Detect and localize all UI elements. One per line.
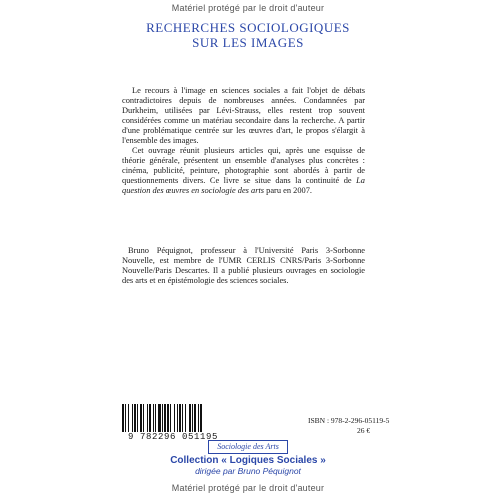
cited-book-title: La question des œuvres en sociologie des arts — [122, 176, 365, 195]
barcode-bar — [134, 404, 136, 432]
barcode-bar — [149, 404, 151, 432]
price: 26 € — [357, 426, 371, 435]
barcode-bar — [198, 404, 199, 432]
barcode-bar — [132, 404, 133, 432]
barcode-bar — [182, 404, 183, 432]
isbn: ISBN : 978-2-296-05119-5 — [308, 416, 390, 425]
copyright-stamp-top: Matériel protégé par le droit d'auteur — [171, 3, 325, 13]
title-line-2: SUR LES IMAGES — [192, 35, 304, 50]
barcode-bar — [147, 404, 148, 432]
barcode-bar — [194, 404, 196, 432]
barcode-bar — [170, 404, 171, 432]
barcode-bar — [179, 404, 181, 432]
barcode-bar — [200, 404, 202, 432]
blurb-paragraph-2 — [122, 146, 365, 196]
barcode-bar — [192, 404, 193, 432]
barcode-digits: 9 782296 051195 — [128, 432, 219, 442]
barcode-bar — [128, 404, 129, 432]
barcode-bar — [174, 404, 175, 432]
collection-name: Collection « Logiques Sociales » — [170, 455, 326, 466]
barcode-bar — [140, 404, 142, 432]
barcode-bar — [177, 404, 178, 432]
barcode-bar — [155, 404, 156, 432]
barcode-bar — [164, 404, 166, 432]
barcode-bar — [158, 404, 161, 432]
blurb-paragraph-1: Le recours à l'image en sciences sociales a fait l'objet de débats contradictoires depuis de nombreuses années. Condamnées par Durkheim, utilisées par Lévi-Strauss, elles restent trop souvent considérées comme un matériau secondaire dans la recherche. A partir d'une problématique centrée sur les œuvres d'art, le propos s'élargit à l'ensemble des images. — [122, 86, 365, 145]
collection-director: dirigée par Bruno Péquignot — [195, 466, 301, 476]
title-line-1: RECHERCHES SOCIOLOGIQUES — [146, 20, 350, 35]
barcode-bar — [189, 404, 191, 432]
barcode-bar — [143, 404, 144, 432]
barcode-bar — [185, 404, 186, 432]
series-label: Sociologie des Arts — [208, 440, 288, 454]
barcode-bar — [137, 404, 138, 432]
barcode-bars — [120, 404, 216, 432]
author-bio: Bruno Péquignot, professeur à l'Université Paris 3-Sorbonne Nouvelle, est membre de l'UMR CERLIS CNRS/Paris 3-Sorbonne Nouvelle/Paris Descartes. Il a publié plusieurs ouvrages en sociologie des arts et en épistémologie des sciences sociales. — [122, 246, 365, 285]
copyright-stamp-bottom: Matériel protégé par le droit d'auteur — [171, 483, 325, 493]
barcode-bar — [122, 404, 124, 432]
barcode-bar — [125, 404, 126, 432]
barcode-bar — [167, 404, 169, 432]
barcode-bar — [162, 404, 163, 432]
blurb-paragraph-2-end: paru en 2007. — [264, 186, 312, 195]
blurb-paragraph-2-text: Cet ouvrage réunit plusieurs articles qui, après une esquisse de théorie générale, présentent un ensemble d'analyses plus concrètes : cinéma, publicité, peinture, photographie sont abordés à partir de questionnements divers. Ce livre se situe dans la continuité de — [122, 146, 365, 185]
barcode-bar — [153, 404, 154, 432]
book-title — [0, 20, 496, 50]
